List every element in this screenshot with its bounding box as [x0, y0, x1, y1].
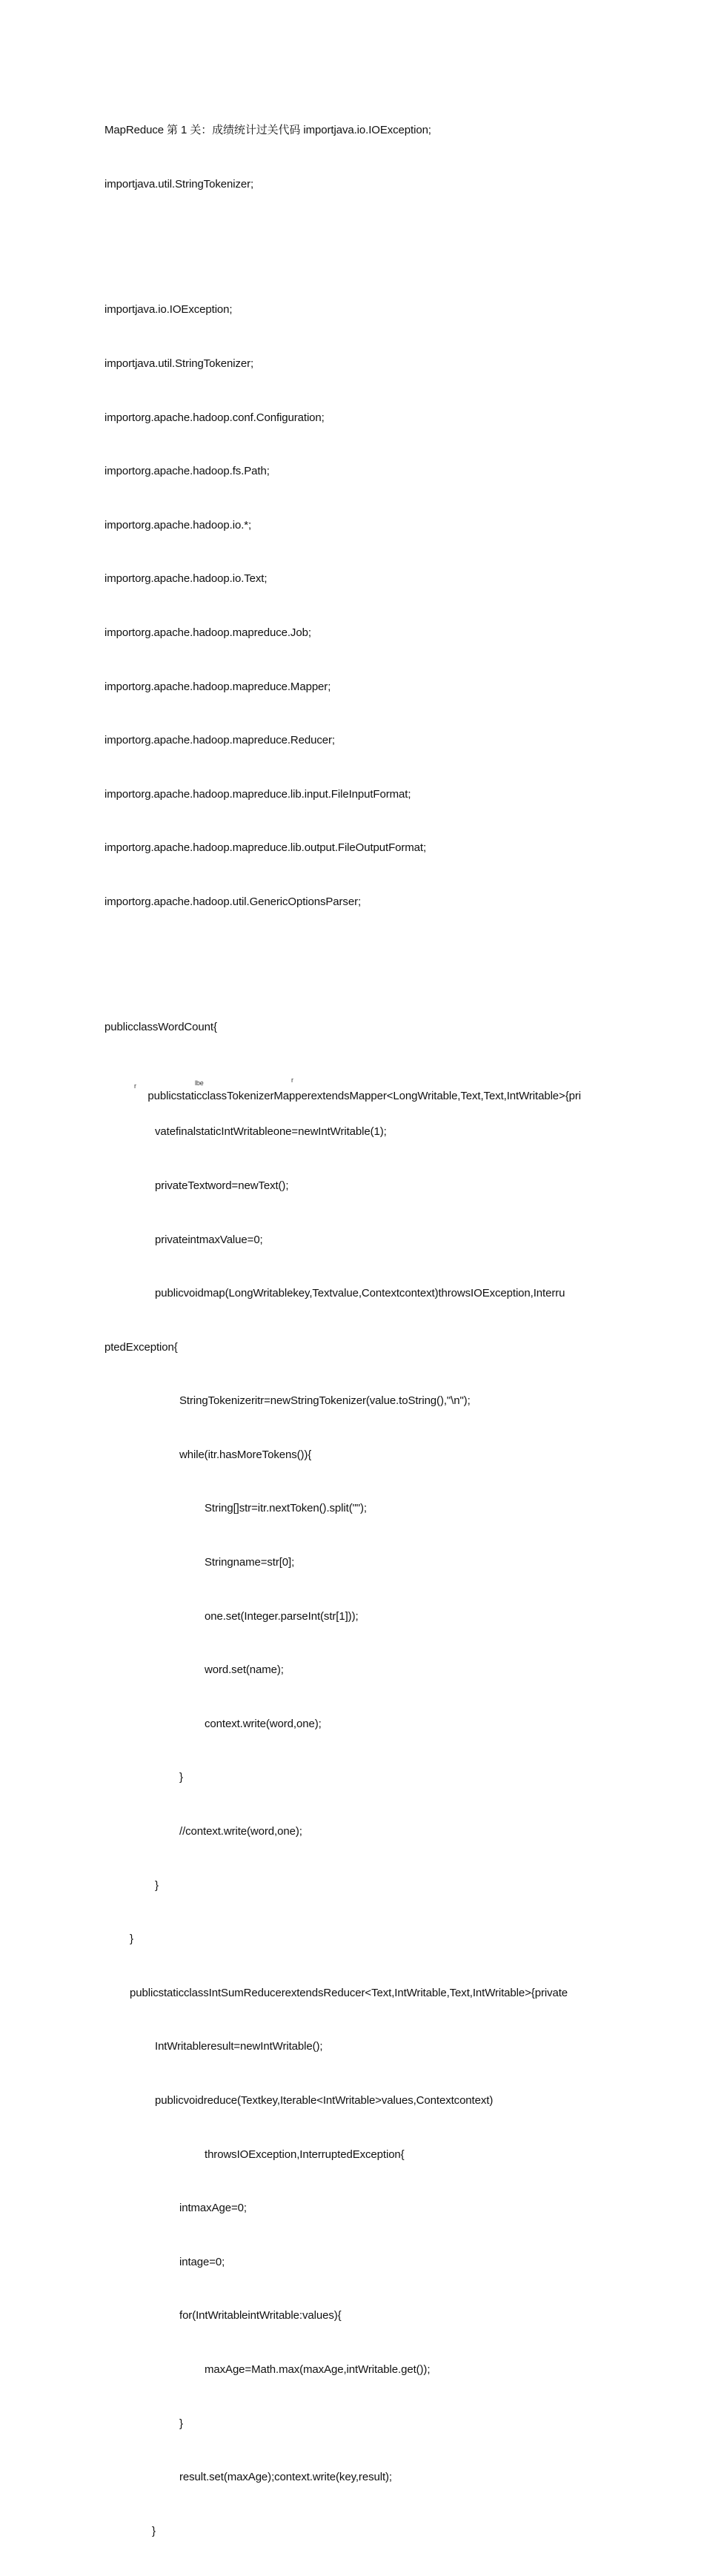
blank-line [104, 230, 608, 248]
reducer-declaration: publicstaticclassIntSumReducerextendsReducer<Text,IntWritable,Text,IntWritable>{private [130, 1986, 568, 1999]
code-line: maxAge=Math.max(maxAge,intWritable.get()); [205, 2363, 431, 2376]
code-line: Stringname=str[0]; [205, 1556, 295, 1569]
import-line: importorg.apache.hadoop.mapreduce.lib.input.FileInputFormat; [104, 787, 411, 801]
code-line: String[]str=itr.nextToken().split(""); [205, 1502, 367, 1515]
code-line: StringTokenizeritr=newStringTokenizer(value.toString(),"\n"); [179, 1394, 471, 1408]
code-document [104, 86, 608, 2576]
code-line: } [155, 1878, 159, 1892]
import-line: importjava.util.StringTokenizer; [104, 357, 254, 370]
overlay-glyph: lbe [195, 1079, 204, 1087]
import-line: importorg.apache.hadoop.conf.Configuration; [104, 411, 325, 424]
code-line: context.write(word,one); [205, 1717, 322, 1730]
code-line: } [179, 1771, 183, 1784]
import-line: importorg.apache.hadoop.io.*; [104, 518, 252, 532]
code-line: IntWritableresult=newIntWritable(); [155, 2040, 323, 2053]
blank-line [104, 947, 608, 965]
code-line: intmaxAge=0; [179, 2202, 247, 2215]
import-line: importjava.io.IOException; [104, 303, 233, 317]
overlay-glyph: r [134, 1082, 136, 1090]
class-declaration: publicclassWordCount{ [104, 1021, 217, 1034]
code-line: privateintmaxValue=0; [155, 1233, 263, 1246]
code-line: one.set(Integer.parseInt(str[1])); [205, 1609, 359, 1623]
import-line: importorg.apache.hadoop.mapreduce.Mapper; [104, 680, 331, 693]
import-line: importorg.apache.hadoop.mapreduce.Reducer; [104, 734, 335, 747]
code-line: result.set(maxAge);context.write(key,result); [179, 2471, 392, 2484]
code-line: } [152, 2524, 156, 2537]
code-line: for(IntWritableintWritable:values){ [179, 2309, 342, 2322]
code-line: //context.write(word,one); [179, 1825, 302, 1838]
code-line: publicvoidreduce(Textkey,Iterable<IntWritable>values,Contextcontext) [155, 2094, 494, 2107]
import-line: importorg.apache.hadoop.mapreduce.lib.output.FileOutputFormat; [104, 841, 427, 855]
code-line: ptedException{ [104, 1340, 178, 1354]
code-line: } [179, 2417, 183, 2430]
code-line: importjava.util.StringTokenizer; [104, 178, 254, 191]
code-line: intage=0; [179, 2255, 225, 2268]
import-line: importorg.apache.hadoop.mapreduce.Job; [104, 626, 311, 639]
import-line: importorg.apache.hadoop.fs.Path; [104, 465, 270, 478]
code-line: while(itr.hasMoreTokens()){ [179, 1448, 312, 1461]
title-line: MapReduce 第 1 关：成绩统计过关代码 importjava.io.IOException; [104, 124, 431, 137]
import-line: importorg.apache.hadoop.io.Text; [104, 572, 268, 586]
overlay-glyph: r [291, 1076, 293, 1084]
mapper-declaration [104, 1070, 608, 1102]
code-line: vatefinalstaticIntWritableone=newIntWritable(1); [155, 1125, 387, 1139]
code-line: throwsIOException,InterruptedException{ [205, 2148, 405, 2161]
code-line: } [130, 1933, 133, 1946]
code-line: privateTextword=newText(); [155, 1179, 289, 1192]
code-line: word.set(name); [205, 1663, 284, 1677]
import-line: importorg.apache.hadoop.util.GenericOptionsParser; [104, 895, 362, 908]
mapper-declaration-text: publicstaticclassTokenizerMapperextendsMapper<LongWritable,Text,Text,IntWritable>{pri [147, 1089, 581, 1102]
code-line: publicvoidmap(LongWritablekey,Textvalue,Contextcontext)throwsIOException,Interru [155, 1287, 565, 1300]
